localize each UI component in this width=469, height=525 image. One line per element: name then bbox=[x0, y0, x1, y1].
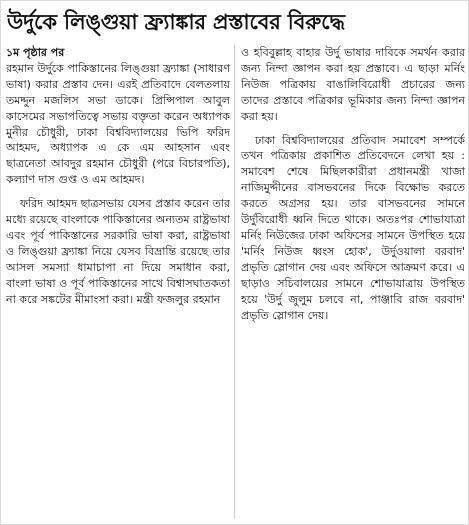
paragraph: ফরিদ আহমদ ছাত্রসভায় যেসব প্রস্তাব করেন তার মধ্যে রয়েছে বাংলাকে পাকিস্তানের অন্যতম রাষ্ট্রভাষা এবং পূর্ব পাকিস্তানের সরকারি ভাষা করা, রাষ্ট্রভাষা ও লিঙ্গুয়া ফ্র্যাঙ্কা নিয়ে যেসব বিভ্রান্তি রয়েছে তার আসল সমস্যা ধামাচাপা না দিয়ে সমাধান করা, বাংলা ভাষা ও পূর্ব পাকিস্তানের সাথে বিশ্বাসঘাতকতা না করে সঙ্কটের মীমাংসা করা। মন্ত্রী ফজলুর রহমান bbox=[6, 197, 230, 306]
right-column bbox=[241, 45, 465, 521]
left-column bbox=[6, 45, 230, 521]
paragraph: ও হবিবুল্লাহ বাহার উর্দু ভাষার দাবিকে সমর্থন করার জন্য নিন্দা জ্ঞাপন করা হয় প্রস্তাবে। এ ছাড়া মর্নিং নিউজ পত্রিকায় বাঙালিবিরোধী প্রচারের জন্য তাদের প্রস্তাবে পত্রিকার ভূমিকার জন্য নিন্দা জ্ঞাপন করা হয়। bbox=[241, 46, 465, 123]
column-divider bbox=[234, 45, 235, 519]
continuation-dateline: ১ম পৃষ্ঠার পর bbox=[6, 46, 65, 59]
paragraph: ঢাকা বিশ্ববিদ্যালয়ের প্রতিবাদ সমাবেশ সম্পর্কে তখন পত্রিকায় প্রকাশিত প্রতিবেদনে লেখা হয় : সমাবেশ শেষে মিছিলকারীরা প্রধানমন্ত্রী খাজা নাজিমুদ্দীনের বাসভবনের দিকে বিক্ষোভ করতে করতে অগ্রসর হয়। তার বাসভবনের সামনে উর্দুবিরোধী ধ্বনি দিতে থাকে। অতঃপর শোভাযাত্রা মর্নিং নিউজের ঢাকা অফিসের সামনে উপস্থিত হয়ে 'মর্নিং নিউজ ধ্বংস হোক', উর্দুওয়ালা বরবাদ' প্রভৃতি স্লোগান দেয় এবং অফিসে আক্রমণ করে। এ ছাড়াও সচিবালয়ের সামনে শোভাযাত্রায় উপস্থিত হয়ে 'উর্দু জুলুম চলবে না, পাঞ্জাবি রাজ বরবাদ' প্রভৃতি স্লোগান দেয়। bbox=[241, 133, 465, 322]
paragraph: রহমান উর্দুকে পাকিস্তানের লিঙ্গুয়া ফ্র্যাঙ্কা (সাধারণ ভাষা) করার প্রস্তাব দেন। এরই প্রতিবাদে বেলতলায় তমদ্দুন মজলিস সভা ডাকে। প্রিন্সিপাল আবুল কাসেমের সভাপতিত্বে সভায় বক্তৃতা করেন অধ্যাপক মুনীর চৌধুরী, ঢাকা বিশ্ববিদ্যালয়ের ভিপি ফরিদ আহমদ, অধ্যাপক এ কে এম আহসান এবং ছাত্রনেতা আবদুর রহমান চৌধুরী (পরে বিচারপতি), কল্যাণ দাস গুপ্ত ও এম আহমদ। bbox=[6, 61, 230, 187]
headline: উর্দুকে লিঙ্গুয়া ফ্র্যাঙ্কার প্রস্তাবের বিরুদ্ধে bbox=[7, 10, 345, 34]
